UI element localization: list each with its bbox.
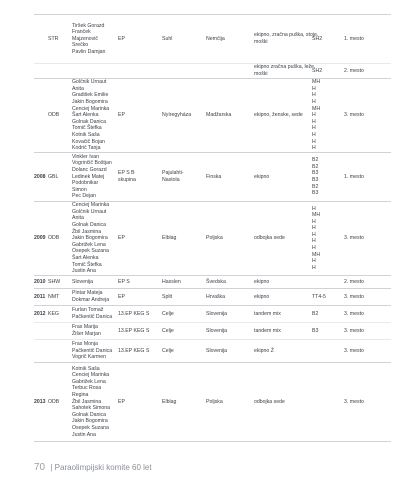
event-cell [254,112,303,119]
class-cell [312,36,322,43]
year-cell: 2013 [34,398,46,405]
class-line: MH [312,79,321,86]
competition-line: 13.EP KEG S [118,310,150,317]
event-cell [254,174,269,181]
athletes-cell [72,366,110,439]
athletes-line: Dokmar Andreja [72,296,110,303]
competition-cell [118,235,125,242]
class-line: SH2 [312,67,323,74]
athletes-line: Sahotek Simona [72,405,111,412]
class-cell [312,206,320,272]
table-row [34,289,391,306]
class-line: H [312,258,316,265]
class-cell [312,68,322,75]
table-row [34,202,391,276]
table-row [34,340,391,363]
athletes-line: Terbuc Rosa [72,385,102,392]
athletes-cell [72,154,112,200]
page-footer [34,462,152,473]
class-line: SH2 [312,35,323,42]
class-cell [312,79,320,152]
class-line: H [312,125,316,132]
result-cell: 3. mesto [344,347,364,354]
athletes-line: Vinkler Ivan [72,153,100,160]
class-line: B2 [312,163,319,170]
athletes-line: Slovenija [72,278,94,285]
country-cell: Nemčija [206,35,225,42]
athletes-line: Žišer Marjan [72,330,101,337]
class-line: H [312,231,316,238]
event-cell [254,279,269,286]
place-cell [162,170,184,183]
class-line: B2 [312,310,319,317]
athletes-line: Regina [72,392,89,399]
class-line: B3 [312,327,319,334]
country-cell: Slovenija [206,310,228,317]
athletes-line: Ledinek Matej [72,173,105,180]
athletes-line: Podobnikar [72,180,99,187]
class-line: B3 [312,190,319,197]
athletes-line: Jakin Bogomira [72,98,108,105]
athletes-line: Kotnik Saša [72,365,100,372]
result-cell: 3. mesto [344,310,364,317]
class-line: B2 [312,157,319,164]
class-line: H [312,98,316,105]
athletes-line: Srečko [72,42,89,49]
competition-line: 13.EP KEG S [118,327,150,334]
place-line: Suhl [162,35,173,42]
athletes-line: Gabrižek Lena [72,378,106,385]
country-cell: Hrvaška [206,293,226,300]
competition-cell [118,311,149,318]
country-cell: Madžarska [206,112,232,119]
country-cell: Slovenija [206,347,228,354]
event-cell [254,235,285,242]
athletes-line: Pavlin Damjan [72,48,106,55]
athletes-line: Tiršek Gorazd [72,22,105,29]
competition-cell [118,328,149,335]
place-cell [162,235,176,242]
athletes-line: Furlan Tomaž [72,307,104,314]
class-line: H [312,145,316,152]
class-line: MH [312,251,321,258]
results-table [34,14,391,442]
discipline-cell: SHW [48,278,61,285]
athletes-line: Pintar Mateja [72,290,103,297]
athletes-line: Anita [72,85,84,92]
place-cell [162,294,172,301]
athletes-line: Gabrižek Lena [72,241,106,248]
discipline-cell: ODB [48,235,60,242]
athletes-line: Kodrič Tanja [72,145,101,152]
result-cell: 2. mesto [344,278,364,285]
event-cell [254,348,274,355]
class-cell [312,294,326,301]
class-line: H [312,205,316,212]
class-line: B2 [312,183,319,190]
class-line: H [312,238,316,245]
athletes-cell [72,290,109,303]
athletes-line: Tomič Štefka [72,261,102,268]
athletes-line: Osepek Suzana [72,425,109,432]
event-line: ekipno, zračna puška, stoje, [254,32,319,39]
event-line: odbojka sede [254,398,285,405]
event-line: ekipno [254,278,270,285]
discipline-cell: GBL [48,173,59,180]
place-cell [162,328,174,335]
event-cell [254,294,269,301]
competition-line: EP S B [118,170,135,177]
event-line: odbojka sede [254,235,285,242]
place-line: Celje [162,310,174,317]
athletes-line: Pec Dejan [72,193,96,200]
athletes-line: Simon [72,186,87,193]
athletes-line: Jakin Bogomira [72,235,108,242]
result-cell: 3. mesto [344,327,364,334]
event-line: ekipno Ž [254,347,274,354]
place-cell [162,36,172,43]
athletes-line: Pačkentič Danica [72,347,113,354]
athletes-line: Vogrinčič Boštjan [72,160,112,167]
place-line: Nyíregyháza [162,112,192,119]
table-row [34,306,391,323]
athletes-line: Šart Alenka [72,112,99,119]
athletes-line: Anita [72,215,84,222]
country-cell: Poljska [206,398,223,405]
year-cell: 2008 [34,173,46,180]
event-line: tandem mix [254,310,281,317]
athletes-line: Majzenovič [72,35,98,42]
class-line: H [312,92,316,99]
competition-line: EP [118,35,125,42]
discipline-cell: NMT [48,293,60,300]
athletes-line: Kotnik Saša [72,131,100,138]
competition-cell [118,36,125,43]
place-line: Elblag [162,398,177,405]
place-cell [162,348,174,355]
competition-line: EP [118,398,125,405]
competition-cell [118,279,130,286]
table-row [34,323,391,340]
country-cell: Finska [206,173,222,180]
discipline-cell: STR [48,35,59,42]
footer-title: Paraolimpijski komite 60 let [54,463,152,472]
result-cell: 3. mesto [344,112,364,119]
event-line: ekipno, ženske, sede [254,112,303,119]
athletes-line: Pačkentič Danica [72,313,113,320]
athletes-line: Golnak Danica [72,411,107,418]
athletes-cell [72,202,109,275]
country-cell: Poljska [206,235,223,242]
athletes-line: Osepek Suzana [72,248,109,255]
class-cell [312,311,318,318]
event-line: moški [254,70,268,77]
year-cell: 2009 [34,235,46,242]
competition-line: skupina [118,176,136,183]
class-line: MH [312,105,321,112]
athletes-cell [72,341,112,361]
athletes-line: Golčnik Urnaut [72,208,107,215]
discipline-cell: ODB [48,398,60,405]
table-row [34,153,391,202]
place-line: Elblag [162,235,177,242]
athletes-line: Golnak Danica [72,118,107,125]
athletes-line: Šart Alenka [72,254,99,261]
place-line: Hasslen [162,278,181,285]
table-row [34,15,391,64]
athletes-line: Žbil Jasmina [72,398,102,405]
class-line: H [312,131,316,138]
athletes-line: Dolanc Gorazd [72,167,107,174]
competition-cell [118,170,136,183]
place-cell [162,112,191,119]
event-line: tandem mix [254,327,281,334]
year-cell: 2012 [34,310,46,317]
place-cell [162,279,181,286]
year-cell: 2011 [34,293,46,300]
athletes-line: Cenciej Marinka [72,372,110,379]
competition-line: EP [118,235,125,242]
athletes-line: Vogrič Karmen [72,354,107,361]
athletes-cell [72,307,112,320]
place-line: Celje [162,327,174,334]
athletes-line: Golčnik Urnaut [72,79,107,86]
event-cell [254,32,318,45]
competition-line: 13.EP KEG S [118,347,150,354]
footer-separator: | [50,463,53,472]
athletes-line: Fras Monja [72,341,98,348]
athletes-line: Justin Ana [72,431,96,438]
athletes-line: Žbil Jasmina [72,228,102,235]
athletes-cell [72,279,93,286]
result-cell: 2. mesto [344,67,364,74]
competition-line: EP [118,112,125,119]
class-line: H [312,112,316,119]
competition-cell [118,399,125,406]
place-line: Split [162,293,173,300]
class-cell [312,328,318,335]
class-line: B3 [312,176,319,183]
competition-line: EP [118,293,125,300]
competition-cell [118,112,125,119]
result-cell: 3. mesto [344,293,364,300]
class-line: H [312,264,316,271]
class-line: H [312,138,316,145]
athletes-line: Jakin Bogomira [72,418,108,425]
event-line: ekipno [254,293,270,300]
athletes-line: Tomič Štefka [72,125,102,132]
country-cell: Slovenija [206,327,228,334]
athletes-line: Franček [72,29,91,36]
event-cell [254,399,285,406]
place-line: Nastola [162,176,180,183]
athletes-line: Golnak Danica [72,221,107,228]
place-cell [162,399,176,406]
class-cell [312,157,318,197]
athletes-line: Gradišek Emilie [72,92,109,99]
event-cell [254,64,315,77]
class-line: B3 [312,170,319,177]
discipline-cell: KEG [48,310,59,317]
table-row [34,64,391,79]
class-line: H [312,245,316,252]
place-line: Celje [162,347,174,354]
result-cell: 3. mesto [344,398,364,405]
country-cell: Švedska [206,278,226,285]
table-row [34,276,391,289]
athletes-line: Kovačič Bojan [72,138,105,145]
athletes-line: Cenciej Marinka [72,105,110,112]
athletes-cell [72,79,109,152]
result-cell: 1. mesto [344,35,364,42]
class-line: H [312,218,316,225]
event-cell [254,328,281,335]
event-line: moški [254,38,268,45]
page-number: 70 [34,462,46,473]
competition-line: EP S [118,278,130,285]
competition-cell [118,348,149,355]
athletes-line: Cenciej Marinka [72,202,110,209]
discipline-cell: ODB [48,112,60,119]
year-cell: 2010 [34,278,46,285]
athletes-line: Fras Marija [72,324,98,331]
athletes-cell [72,23,105,56]
athletes-line: Justin Ana [72,268,96,275]
athletes-cell [72,324,101,337]
class-line: H [312,225,316,232]
event-line: ekipno zračna puška, leže, [254,64,316,71]
class-line: H [312,118,316,125]
class-line: MH [312,212,321,219]
table-row [34,79,391,153]
competition-cell [118,294,125,301]
place-cell [162,311,174,318]
event-cell [254,311,281,318]
result-cell: 1. mesto [344,173,364,180]
class-line: H [312,85,316,92]
table-row [34,363,391,442]
class-line: TT4-5 [312,293,326,300]
event-line: ekipno [254,173,270,180]
place-line: Pajulahti- [162,170,184,177]
result-cell: 3. mesto [344,235,364,242]
